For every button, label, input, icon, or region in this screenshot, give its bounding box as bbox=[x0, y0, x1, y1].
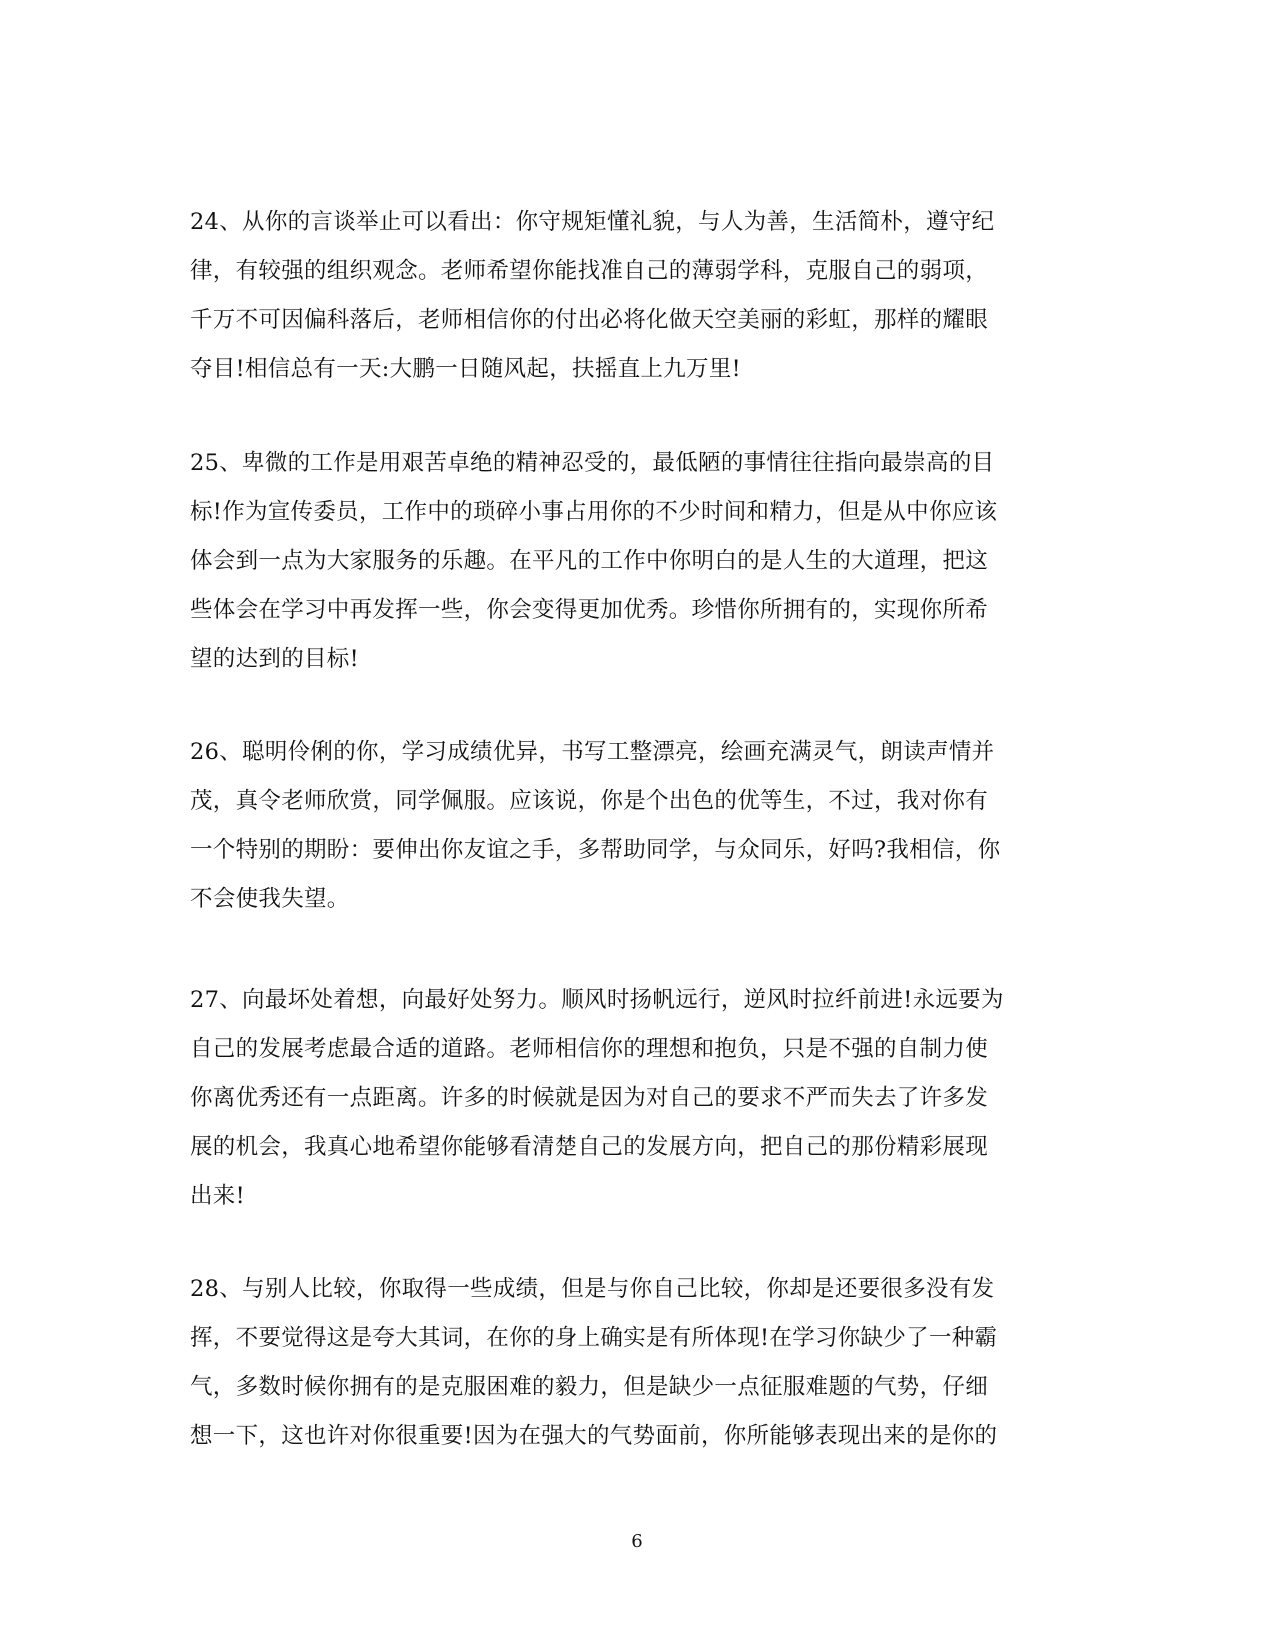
paragraph-line: 千万不可因偏科落后，老师相信你的付出必将化做天空美丽的彩虹，那样的耀眼 bbox=[190, 307, 989, 333]
paragraph-line: 一个特别的期盼：要伸出你友谊之手，多帮助同学，与众同乐，好吗?我相信，你 bbox=[190, 837, 1001, 863]
paragraph-line: 体会到一点为大家服务的乐趣。在平凡的工作中你明白的是人生的大道理，把这 bbox=[190, 548, 989, 574]
paragraph-line: 不会使我失望。 bbox=[190, 886, 350, 912]
paragraph-line: 24、从你的言谈举止可以看出：你守规矩懂礼貌，与人为善，生活简朴，遵守纪 bbox=[190, 209, 995, 235]
paragraph-27 bbox=[190, 976, 1090, 1221]
paragraph-line: 展的机会，我真心地希望你能够看清楚自己的发展方向，把自己的那份精彩展现 bbox=[190, 1134, 989, 1160]
paragraph-line: 气，多数时候你拥有的是克服困难的毅力，但是缺少一点征服难题的气势，仔细 bbox=[190, 1374, 989, 1400]
paragraph-line: 些体会在学习中再发挥一些，你会变得更加优秀。珍惜你所拥有的，实现你所希 bbox=[190, 597, 989, 623]
paragraph-line: 想一下，这也许对你很重要!因为在强大的气势面前，你所能够表现出来的是你的 bbox=[190, 1423, 998, 1449]
page-number: 6 bbox=[631, 1531, 643, 1552]
paragraph-line: 标!作为宣传委员，工作中的琐碎小事占用你的不少时间和精力，但是从中你应该 bbox=[190, 499, 998, 525]
paragraph-26 bbox=[190, 728, 1090, 924]
paragraph-line: 27、向最坏处着想，向最好处努力。顺风时扬帆远行，逆风时拉纤前进!永远要为 bbox=[190, 987, 1004, 1013]
paragraph-line: 律，有较强的组织观念。老师希望你能找准自己的薄弱学科，克服自己的弱项， bbox=[190, 258, 989, 284]
paragraph-line: 挥，不要觉得这是夸大其词，在你的身上确实是有所体现!在学习你缺少了一种霸 bbox=[190, 1325, 998, 1351]
paragraph-line: 夺目!相信总有一天:大鹏一日随风起，扶摇直上九万里! bbox=[190, 356, 741, 382]
paragraph-28 bbox=[190, 1265, 1090, 1461]
paragraph-line: 自己的发展考虑最合适的道路。老师相信你的理想和抱负，只是不强的自制力使 bbox=[190, 1036, 989, 1062]
paragraph-line: 26、聪明伶俐的你，学习成绩优异，书写工整漂亮，绘画充满灵气，朗读声情并 bbox=[190, 739, 995, 765]
paragraph-25 bbox=[190, 439, 1090, 684]
paragraph-line: 25、卑微的工作是用艰苦卓绝的精神忍受的，最低陋的事情往往指向最崇高的目 bbox=[190, 450, 995, 476]
paragraph-24 bbox=[190, 198, 1090, 394]
paragraph-line: 你离优秀还有一点距离。许多的时候就是因为对自己的要求不严而失去了许多发 bbox=[190, 1085, 989, 1111]
paragraph-line: 出来! bbox=[190, 1183, 245, 1209]
paragraph-line: 望的达到的目标! bbox=[190, 646, 359, 672]
paragraph-line: 茂，真令老师欣赏，同学佩服。应该说，你是个出色的优等生，不过，我对你有 bbox=[190, 788, 989, 814]
paragraph-line: 28、与别人比较，你取得一些成绩，但是与你自己比较，你却是还要很多没有发 bbox=[190, 1276, 995, 1302]
